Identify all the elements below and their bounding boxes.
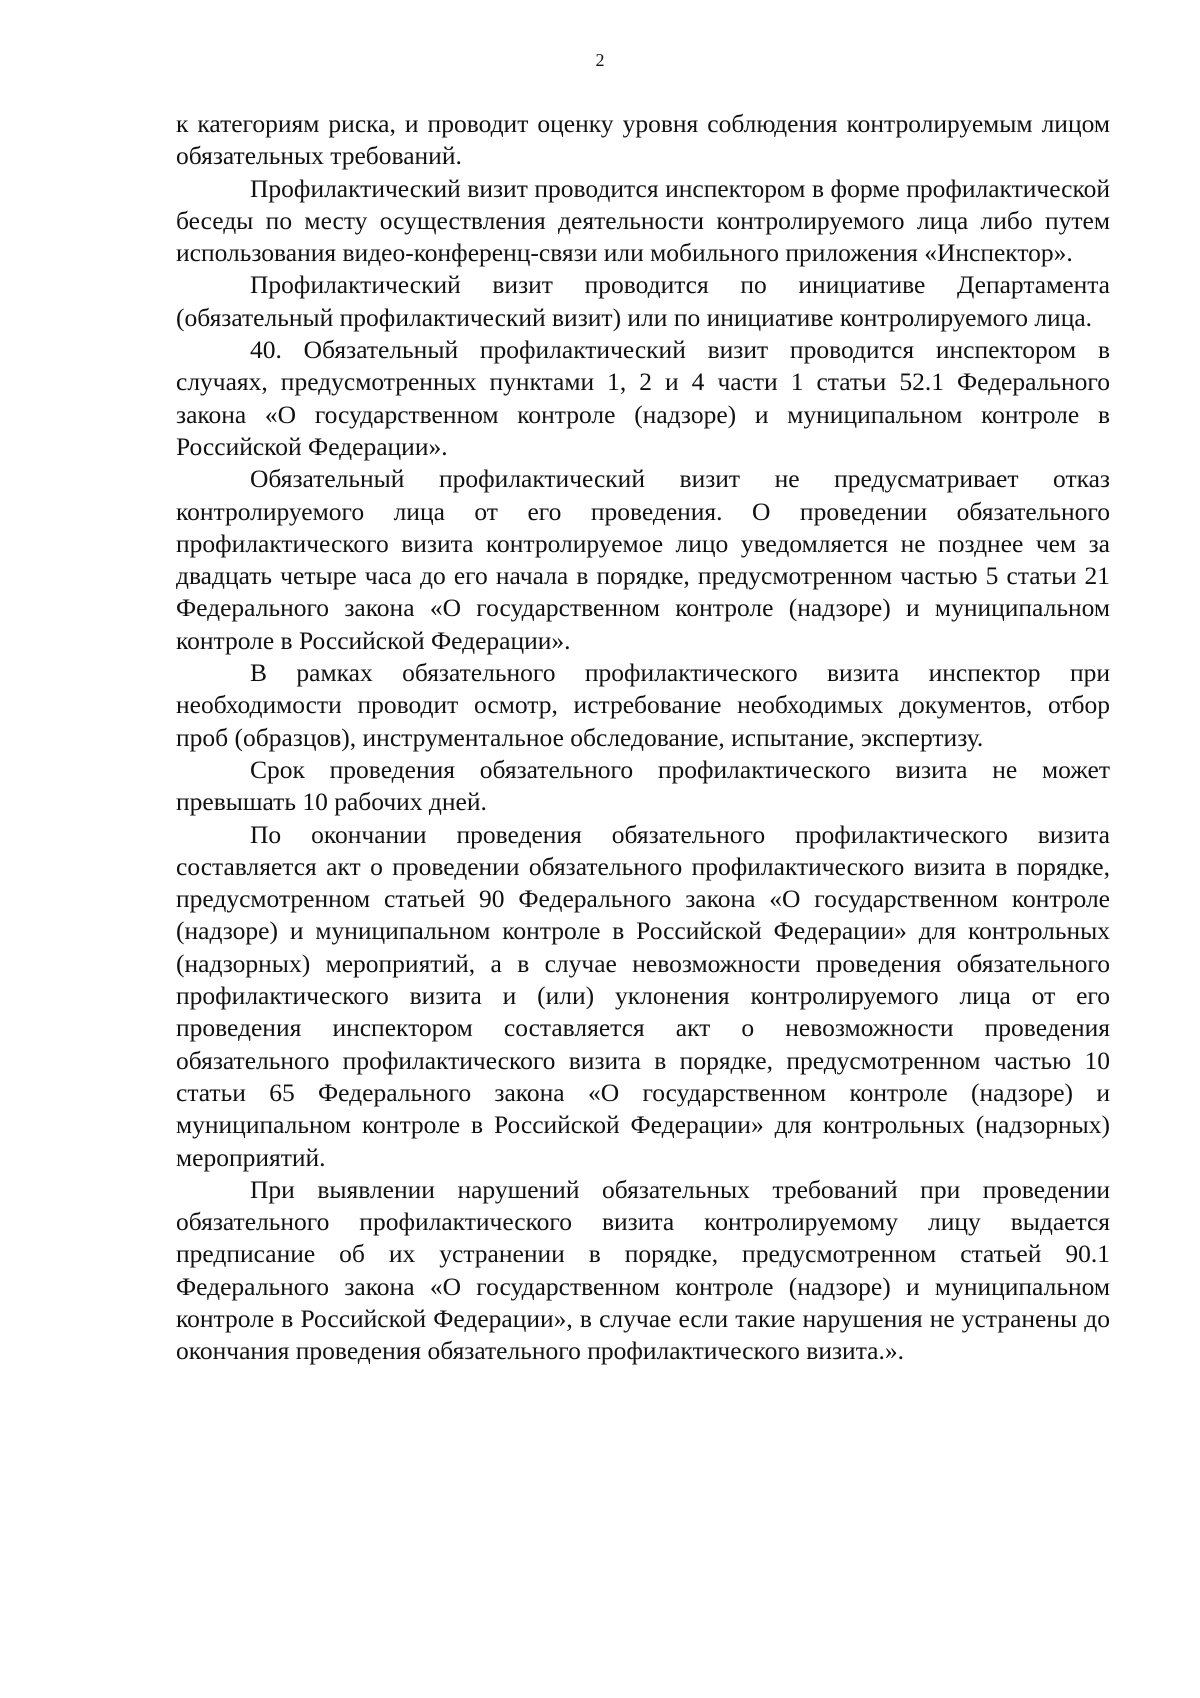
paragraph-visit-duration: Срок проведения обязательного профилактического визита не может превышать 10 рабочих дней. xyxy=(176,754,1110,817)
paragraph-inspection-actions: В рамках обязательного профилактического визита инспектор при необходимости проводит осмотр, истребование необходимых документов, отбор проб (образцов), инструментальное обследование, испытание, экспертизу. xyxy=(176,658,1110,752)
paragraph-risk-categories: к категориям риска, и проводит оценку уровня соблюдения контролируемым лицом обязательных требований. xyxy=(176,109,1110,171)
paragraph-violations-order: При выявлении нарушений обязательных требований при проведении обязательного профилактического визита контролируемому лицу выдается предписание об их устранении в порядке, предусмотренном статьей 90.1 Федерального закона «О государственном контроле (надзоре) и муниципальном контроле в Российской Федерации», в случае если такие нарушения не устранены до окончания проведения обязательного профилактического визита.». xyxy=(176,1174,1110,1366)
paragraph-visit-act: По окончании проведения обязательного профилактического визита составляется акт о проведении обязательного профилактического визита в порядке, предусмотренном статьей 90 Федерального закона «О государственном контроле (надзоре) и муниципальном контроле в Российской Федерации» для контрольных (надзорных) мероприятий, а в случае невозможности проведения обязательного профилактического визита и (или) уклонения контролируемого лица от его проведения инспектором составляется акт о невозможности проведения обязательного профилактического визита в порядке, предусмотренном частью 10 статьи 65 Федерального закона «О государственном контроле (надзоре) и муниципальном контроле в Российской Федерации» для контрольных (надзорных) мероприятий. xyxy=(176,819,1110,1172)
document-body xyxy=(176,108,1110,1368)
page-number: 2 xyxy=(595,50,605,70)
paragraph-notification: Обязательный профилактический визит не предусматривает отказ контролируемого лица от его проведения. О проведении обязательного профилактического визита контролируемое лицо уведомляется не позднее чем за двадцать четыре часа до его начала в порядке, предусмотренном частью 5 статьи 21 Федерального закона «О государственном контроле (надзоре) и муниципальном контроле в Российской Федерации». xyxy=(176,464,1110,655)
paragraph-visit-initiative: Профилактический визит проводится по инициативе Департамента (обязательный профилактический визит) или по инициативе контролируемого лица. xyxy=(176,270,1110,332)
paragraph-visit-form: Профилактический визит проводится инспектором в форме профилактической беседы по месту осуществления деятельности контролируемого лица либо путем использования видео-конференц-связи или мобильного приложения «Инспектор». xyxy=(176,173,1110,268)
paragraph-item-40: 40. Обязательный профилактический визит проводится инспектором в случаях, предусмотренных пунктами 1, 2 и 4 части 1 статьи 52.1 Федерального закона «О государственном контроле (надзоре) и муниципальном контроле в Российской Федерации». xyxy=(176,335,1110,461)
